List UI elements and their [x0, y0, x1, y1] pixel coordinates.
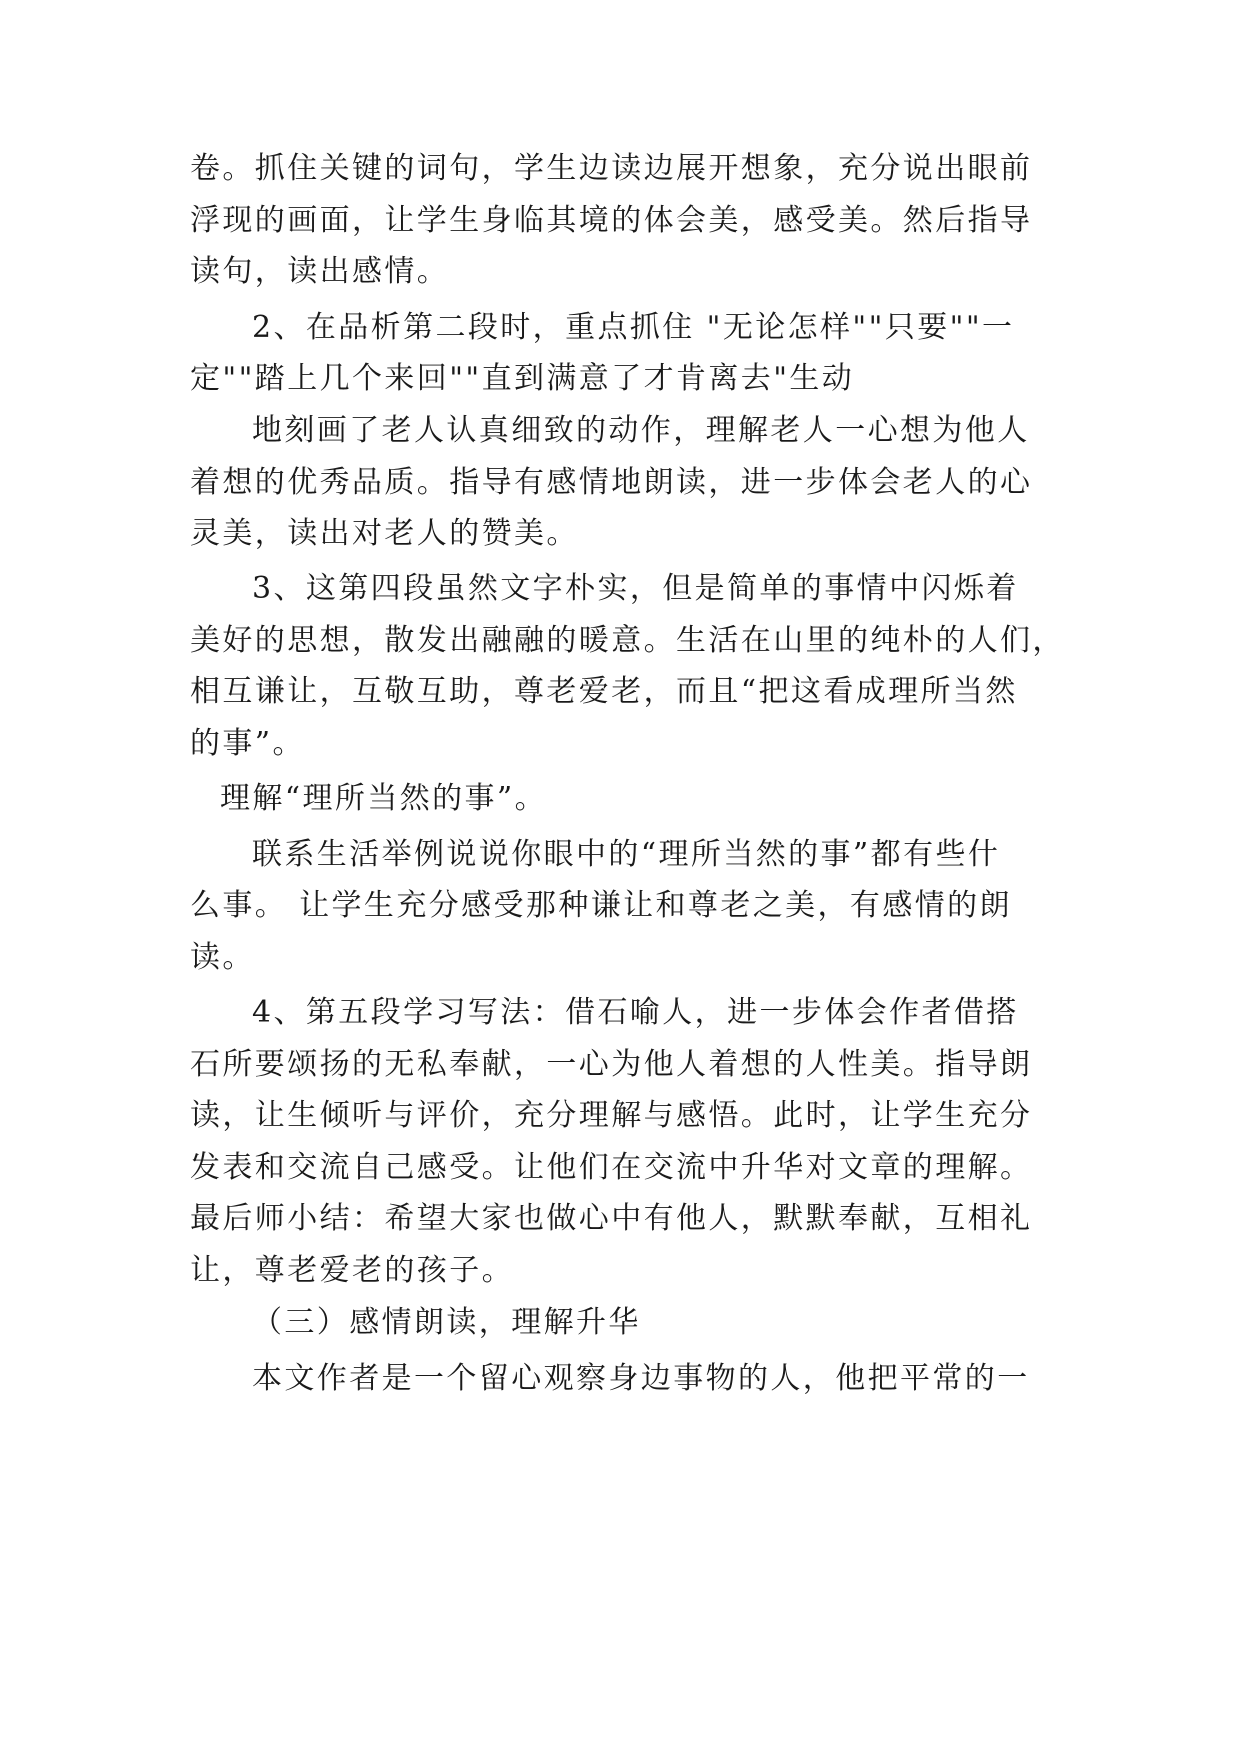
text-line: 相互谦让，互敬互助，尊老爱老，而且“把这看成理所当然: [190, 674, 1018, 709]
text-line: 最后师小结：希望大家也做心中有他人，默默奉献，互相礼: [190, 1201, 1033, 1236]
text-line: 发表和交流自己感受。让他们在交流中升华对文章的理解。: [190, 1150, 1033, 1185]
text-line: 4、第五段学习写法：借石喻人，进一步体会作者借搭: [252, 995, 1019, 1030]
text-line: 2、在品析第二段时，重点抓住 "无论怎样""只要""一: [252, 310, 1015, 345]
text-line: 地刻画了老人认真细致的动作，理解老人一心想为他人: [252, 413, 1030, 448]
text-line: 理解“理所当然的事”。: [220, 781, 548, 816]
text-line: 卷。抓住关键的词句，学生边读边展开想象，充分说出眼前: [190, 151, 1033, 186]
text-line: 定""踏上几个来回""直到满意了才肯离去"生动: [190, 361, 855, 396]
text-line: 浮现的画面，让学生身临其境的体会美，感受美。然后指导: [190, 203, 1033, 238]
text-line: 石所要颂扬的无私奉献，一心为他人着想的人性美。指导朗: [190, 1047, 1033, 1082]
text-line: 着想的优秀品质。指导有感情地朗读，进一步体会老人的心: [190, 465, 1033, 500]
text-line: 读句，读出感情。: [190, 254, 450, 289]
text-line: 的事”。: [190, 726, 305, 761]
text-line: 让，尊老爱老的孩子。: [190, 1253, 514, 1288]
text-line: 么事。 让学生充分感受那种谦让和尊老之美，有感情的朗: [190, 888, 1012, 923]
text-line: 3、这第四段虽然文字朴实，但是简单的事情中闪烁着: [252, 571, 1019, 606]
text-line: 美好的思想，散发出融融的暖意。生活在山里的纯朴的人们，: [190, 623, 1065, 658]
text-line: 联系生活举例说说你眼中的“理所当然的事”都有些什: [252, 837, 1001, 872]
text-line: 读，让生倾听与评价，充分理解与感悟。此时，让学生充分: [190, 1098, 1033, 1133]
text-line: 灵美，读出对老人的赞美。: [190, 516, 579, 551]
section-heading: （三）感情朗读，理解升华: [252, 1305, 641, 1340]
text-line: 读。: [190, 940, 255, 975]
text-line: 本文作者是一个留心观察身边事物的人，他把平常的一: [252, 1361, 1030, 1396]
